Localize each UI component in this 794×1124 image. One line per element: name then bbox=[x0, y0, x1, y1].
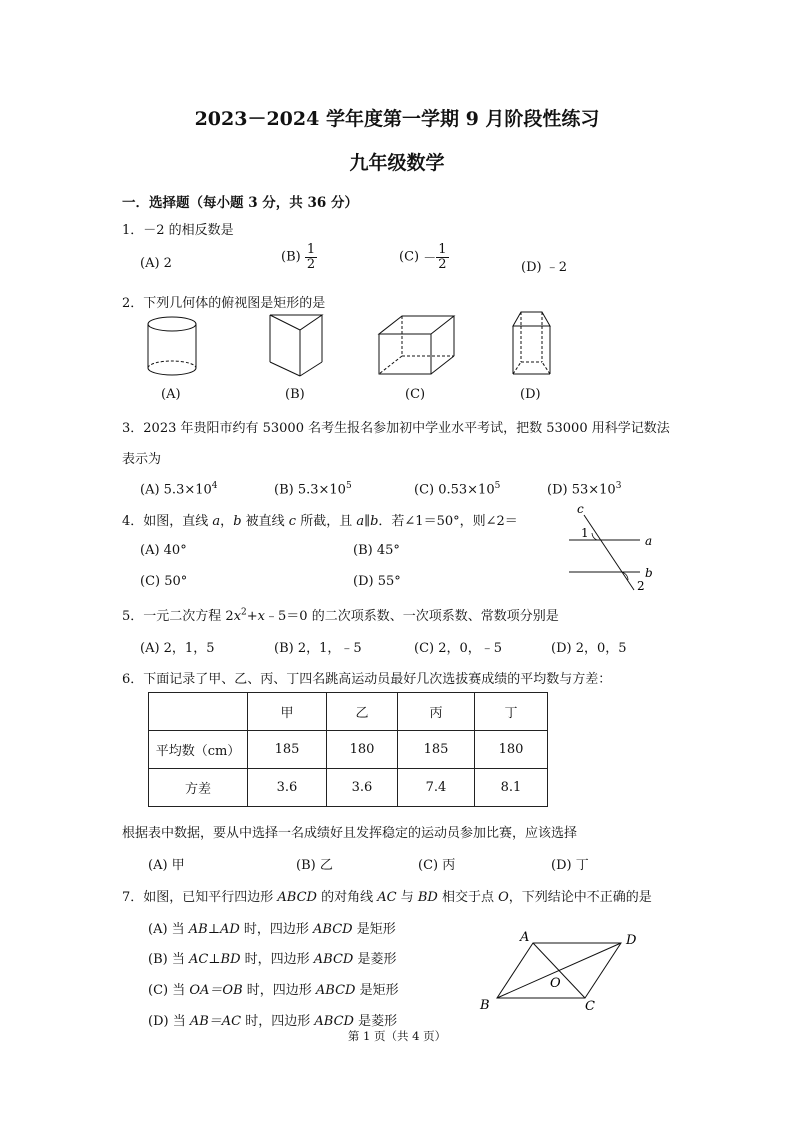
q1-c-label: (C) bbox=[399, 249, 420, 265]
q4-option-d: (D) 55° bbox=[353, 574, 401, 589]
q4-var-a: a bbox=[212, 514, 221, 529]
section-heading: 一．选择题（每小题 3 分，共 36 分） bbox=[122, 195, 358, 211]
q7-d-label: (D) 当 bbox=[148, 1014, 190, 1029]
q7-b-cond: AC⊥BD bbox=[188, 952, 241, 967]
q5-square: 2 bbox=[241, 607, 247, 618]
q7-c-cond: OA＝OB bbox=[189, 983, 243, 998]
q2-label-a: (A) bbox=[161, 387, 181, 402]
q2-label-b: (B) bbox=[285, 387, 305, 402]
q1-c-sign: － bbox=[423, 251, 437, 267]
q4-stem-mid1: 被直线 bbox=[241, 514, 289, 529]
q7-c-mid: 时，四边形 bbox=[242, 983, 316, 998]
q5-plus: + bbox=[246, 609, 258, 624]
q7-d-mid: 时，四边形 bbox=[241, 1014, 315, 1029]
table-cell: 180 bbox=[475, 731, 548, 769]
q7-abcd: ABCD bbox=[277, 890, 317, 905]
q7-d-cond: AB＝AC bbox=[189, 1014, 242, 1029]
q7-b-label: (B) 当 bbox=[148, 952, 189, 967]
q7-stem-mid1: 的对角线 bbox=[316, 890, 378, 905]
q7-yu: 与 bbox=[396, 890, 418, 905]
q6-option-b: (B) 乙 bbox=[296, 858, 333, 873]
q7-b-mid: 时，四边形 bbox=[240, 952, 314, 967]
q1-b-label: (B) bbox=[281, 249, 301, 265]
q3-a-base: (A) 5.3×10 bbox=[140, 482, 212, 498]
table-cell: 平均数（cm） bbox=[149, 731, 248, 769]
q7-b-end: 是菱形 bbox=[353, 952, 397, 967]
table-cell: 3.6 bbox=[327, 769, 398, 807]
q6-stem: 6．下面记录了甲、乙、丙、丁四名跳高运动员最好几次选拔赛成绩的平均数与方差： bbox=[122, 672, 612, 687]
q7-a-mid: 时，四边形 bbox=[239, 922, 314, 937]
vertex-d-label: D bbox=[626, 933, 637, 948]
table-cell: 185 bbox=[248, 731, 327, 769]
label-2: 2 bbox=[637, 579, 645, 593]
label-b: b bbox=[645, 566, 653, 580]
q3-stem-line2: 表示为 bbox=[122, 452, 162, 467]
table-cell: 方差 bbox=[149, 769, 248, 807]
q5-option-d: (D) 2，0，5 bbox=[551, 641, 627, 656]
label-1: 1 bbox=[581, 526, 589, 540]
q7-a-end: 是矩形 bbox=[352, 922, 396, 937]
q7-c-shape: ABCD bbox=[315, 983, 356, 998]
q3-b-base: (B) 5.3×10 bbox=[274, 482, 346, 498]
table-cell: 3.6 bbox=[248, 769, 327, 807]
q7-bd: BD bbox=[417, 890, 438, 905]
q3-d-base: (D) 53×10 bbox=[547, 482, 616, 498]
q2-label-c: (C) bbox=[405, 387, 426, 402]
page-title: 2023－2024 学年度第一学期 9 月阶段性练习 bbox=[194, 108, 600, 130]
label-a: a bbox=[645, 534, 653, 548]
q4-stem-post: ．若∠1＝50°，则∠2＝ bbox=[378, 514, 518, 529]
page-subtitle: 九年级数学 bbox=[349, 152, 445, 174]
q5-var-x: x bbox=[233, 609, 242, 624]
q7-b-shape: ABCD bbox=[313, 952, 354, 967]
q2-label-d: (D) bbox=[520, 387, 541, 402]
vertex-a-label: A bbox=[520, 930, 530, 945]
label-c: c bbox=[577, 502, 584, 516]
point-o-label: O bbox=[550, 976, 561, 991]
q1-stem: 1．－2 的相反数是 bbox=[122, 223, 234, 238]
q6-after-text: 根据表中数据，要从中选择一名成绩好且发挥稳定的运动员参加比赛，应该选择 bbox=[122, 826, 578, 841]
q5-option-a: (A) 2，1，5 bbox=[140, 641, 215, 656]
q1-b-numerator: 1 bbox=[306, 242, 316, 257]
q5-option-c: (C) 2，0，﹣5 bbox=[414, 641, 503, 656]
q4-option-c: (C) 50° bbox=[140, 574, 188, 589]
q3-d-exponent: 3 bbox=[615, 481, 622, 491]
q5-var-x2: x bbox=[257, 609, 266, 624]
q1-c-denominator: 2 bbox=[438, 256, 447, 272]
q3-a-exponent: 4 bbox=[211, 481, 218, 491]
q5-stem-pre: 5．一元二次方程 2 bbox=[122, 609, 234, 624]
q3-stem-line1: 3．2023 年贵阳市约有 53000 名考生报名参加初中学业水平考试，把数 53000 用科学记数法 bbox=[122, 421, 670, 436]
q4-option-b: (B) 45° bbox=[353, 543, 400, 558]
q1-b-denominator: 2 bbox=[306, 256, 316, 272]
q5-stem-post: ﹣5＝0 的二次项系数、一次项系数、常数项分别是 bbox=[265, 609, 559, 624]
q2-stem: 2．下列几何体的俯视图是矩形的是 bbox=[122, 296, 326, 311]
q7-ac: AC bbox=[377, 890, 397, 905]
q5-option-b: (B) 2，1，﹣5 bbox=[274, 641, 362, 656]
q7-a-cond: AB⊥AD bbox=[188, 922, 240, 937]
q4-var-c: c bbox=[288, 514, 297, 529]
q4-stem-pre: 4．如图，直线 bbox=[122, 514, 213, 529]
page-footer: 第 1 页（共 4 页） bbox=[347, 1029, 447, 1043]
q7-stem-pre: 7．如图，已知平行四边形 bbox=[122, 890, 278, 905]
q4-option-a: (A) 40° bbox=[140, 543, 187, 558]
q7-o: O bbox=[498, 890, 509, 905]
q7-c-label: (C) 当 bbox=[148, 983, 190, 998]
q4-parallel: a∥b bbox=[356, 514, 379, 529]
table-cell: 7.4 bbox=[398, 769, 475, 807]
table-header-cell: 丁 bbox=[475, 693, 548, 731]
q6-option-d: (D) 丁 bbox=[551, 858, 589, 873]
q6-option-a: (A) 甲 bbox=[148, 858, 185, 873]
q4-comma: ， bbox=[220, 514, 234, 529]
vertex-c-label: C bbox=[585, 999, 595, 1014]
table-header-cell: 丙 bbox=[398, 693, 475, 731]
q3-c-exponent: 5 bbox=[494, 481, 501, 491]
table-cell: 185 bbox=[398, 731, 475, 769]
table-cell: 8.1 bbox=[475, 769, 548, 807]
vertex-b-label: B bbox=[480, 998, 490, 1013]
q6-option-c: (C) 丙 bbox=[418, 858, 456, 873]
q7-stem-post: ，下列结论中不正确的是 bbox=[508, 890, 652, 905]
table-header-cell: 乙 bbox=[327, 693, 398, 731]
q7-stem-mid2: 相交于点 bbox=[437, 890, 499, 905]
table-cell: 180 bbox=[327, 731, 398, 769]
q3-c-base: (C) 0.53×10 bbox=[414, 482, 495, 498]
q4-stem-mid2: 所截，且 bbox=[296, 514, 357, 529]
q7-a-shape: ABCD bbox=[313, 922, 353, 937]
q1-option-a: (A) 2 bbox=[140, 256, 172, 271]
q3-b-exponent: 5 bbox=[345, 481, 352, 491]
q4-var-b: b bbox=[233, 514, 242, 529]
q7-d-shape: ABCD bbox=[314, 1014, 354, 1029]
q7-c-end: 是矩形 bbox=[355, 983, 399, 998]
table-header-cell: 甲 bbox=[248, 693, 327, 731]
q1-option-d: (D) ﹣2 bbox=[521, 260, 567, 275]
q7-a-label: (A) 当 bbox=[148, 922, 189, 937]
q7-d-end: 是菱形 bbox=[353, 1014, 398, 1029]
q1-c-numerator: 1 bbox=[438, 242, 447, 257]
